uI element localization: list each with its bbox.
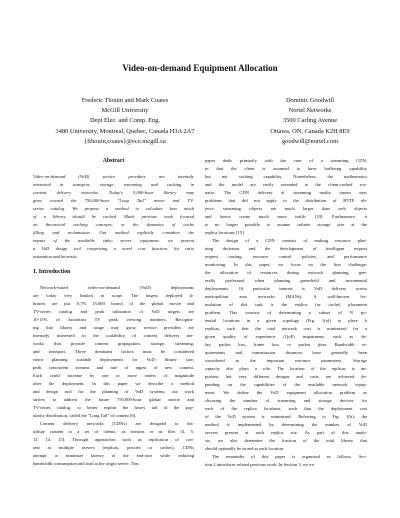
paragraph [33, 284, 194, 420]
text-line: method is implemented by determining the number of VoD [205, 422, 367, 427]
author-city: Ottawa, ON, Canada K2H 8E9 [270, 127, 350, 135]
text-line: replicas, such that the total network cost is minimized for a [205, 326, 367, 331]
text-line: ularity distribution, called the "Long Tail" of content [6]. [33, 413, 137, 418]
text-line: ment. We define the VoD equipment allocation problem as [205, 390, 367, 395]
text-line: 11, 14, 15]. Through approaches such as replication of con- [33, 437, 194, 442]
text-line: erally performed when planning greenfield and incremental [205, 278, 367, 283]
text-line: after the deployment. In this paper we describe a method [33, 381, 194, 386]
introduction-heading: 1. Introduction [33, 269, 71, 275]
text-line: servers present at each replica site. As part of this analy- [205, 430, 367, 435]
author-affiliation: Nortel Networks [288, 107, 332, 115]
text-line: mulation of this task is the replica (or cache) placement [205, 302, 367, 307]
text-line: in that the client is assumed to have buffering capability [205, 166, 367, 171]
text-line: the allocation of resources during network planning, gen- [205, 270, 367, 275]
text-line: attempt to minimize latency at the end-user while reducing [33, 453, 194, 458]
abstract-body [33, 173, 194, 261]
text-line: choosing the number of streaming and storage devices for [205, 398, 367, 403]
text-line: quirements and transmission distances have generally been [205, 350, 367, 355]
abstract-line: a VoD design tool comprising a novel cost function, hit ratio [33, 246, 194, 251]
author-block-mcgill [18, 96, 232, 147]
text-line: but not caching capability. Nonetheless, the mathematics [205, 174, 367, 179]
author-address: 3500 Carling Avenue [282, 117, 338, 125]
text-line: peak concurrent streams and rate of ingest of new content. [33, 365, 194, 370]
abstract-line: filling and reclamation. Our method explicitly considers the [33, 230, 194, 235]
text-line: nario. The CDN delivery of streaming media causes new [205, 190, 367, 195]
introduction-body [33, 284, 194, 468]
text-line: tribute content to a set of clients, as streams or as files [4, 5, [33, 429, 194, 434]
text-line: metropolitan area networks (MANs). A well-known for- [205, 294, 367, 299]
text-line: and transport. Three dominant factors must be considered [33, 349, 194, 354]
abstract-line: content delivery networks. Today's 5,000-hour library may [33, 190, 194, 195]
text-line: tion 2 introduces related previous work. In Section 3, we ex- [205, 462, 316, 467]
text-line: considered as the important resource parameters. Storage [205, 358, 367, 363]
abstract-line: impact of the available video server equipment: we present [33, 238, 194, 243]
abstract-line: estimation and heuristic. [33, 254, 79, 259]
author-names: Dominic Goodwill [285, 97, 335, 104]
author-names: Frederic Thouin and Mark Coates [81, 97, 169, 104]
author-department: Dept Elec. and Comp. Eng. [89, 117, 161, 125]
text-line: Each could increase by one or more orders of magnitude [33, 373, 194, 378]
text-line: TV-series catalog and peak utilization of VoD targets are [33, 309, 194, 314]
right-column-body [205, 157, 367, 469]
text-line: paper deals primarily with the case of a streaming CDN, [205, 158, 367, 163]
text-line: sis, we also determine the fraction of the total library that [205, 438, 367, 443]
abstract-line: on theoretical caching concepts, or the dynamics of cache [33, 222, 194, 227]
author-address: 3480 University, Montreal, Quebec, Canada H3A 2A7 [55, 127, 195, 135]
text-line: given quality of experience (QoE) impairment, such as de- [205, 334, 367, 339]
abstract-line: interested in transport, storage, streaming and caching in [33, 182, 194, 187]
introduction-section [33, 268, 194, 468]
paragraph [33, 420, 194, 468]
author-email: goodwill@nortel.com [281, 137, 339, 145]
text-line: of the VoD system is minimized. Referring to Fig. 1(b), the [205, 414, 367, 419]
abstract [33, 157, 194, 261]
text-line: jects: streaming objects are much larger than web objects [205, 206, 367, 211]
text-line: when planning scalable deployments for VoD: library size, [33, 357, 194, 362]
text-line: problems that did not apply to the distribution of HTTP ob- [205, 198, 367, 203]
text-line: The design of a CDN consists of making resource plan- [212, 238, 367, 243]
left-column [33, 157, 194, 468]
text-line: request routing, resource control policies, and performance [205, 254, 367, 259]
text-line: tent at multiple servers (replicas, proxies or caches), CDNs [33, 445, 194, 450]
text-line: deployments. Of particular interest is VoD delivery across [205, 286, 367, 291]
text-line: and hence create much more traffic [10]. Furthermore, it [205, 214, 367, 219]
author-affiliation: McGill University [101, 107, 149, 115]
text-line: and the model are easily extended to the client-cached sce- [205, 182, 367, 187]
text-line: Network-based video-on-demand (VoD) deployments [40, 285, 194, 290]
abstract-heading: Abstract [102, 158, 125, 164]
text-line: The remainder of this paper is organized as follows. Sec- [212, 454, 367, 459]
paper-title: Video-on-demand Equipment Allocation [122, 63, 278, 73]
text-line: intensely interested in the scalability of content delivery net- [33, 333, 194, 338]
text-line: problem. This consists of determining a subset of N po- [205, 310, 367, 315]
text-line: works that provide content propagation, storage, streaming, [33, 341, 194, 346]
paragraph [205, 453, 367, 469]
author-email: {fthouin,coates}@ece.mcgill.ca [84, 137, 166, 145]
paragraph [205, 157, 367, 237]
right-column [205, 157, 367, 469]
text-line: strives to address the future 750,000-hour global movie and [33, 397, 194, 402]
paragraph [205, 237, 367, 453]
text-line: capacity also plays a role. The location of the replicas is im- [205, 366, 367, 371]
text-line: replica locations [15]. [205, 230, 245, 235]
text-line: Content delivery networks (CDNs) are designed to dis- [40, 421, 194, 426]
text-line: braries are just 0.7% (5,000 hours) of the global movie and [33, 301, 194, 306]
abstract-line: Video-on-demand (VoD) service providers are intensely [33, 174, 194, 179]
text-line: and design tool for the planning of VoD systems; our work [33, 389, 194, 394]
abstract-line: of a library should be cached. Much previous work focused [33, 214, 194, 219]
text-line: should optimally be stored at each location. [205, 446, 285, 451]
text-line: pending on the capabilities of the available network equip- [205, 382, 367, 387]
text-line: TV-series catalog, to better exploit the heavy tail of the pop- [33, 405, 194, 410]
text-line: bandwidth consumption and load at the origin server. This [33, 461, 139, 466]
text-line: monitoring. In this paper, we focus on the first challenge: [205, 262, 367, 267]
text-line: is no longer possible to assume infinite storage size at the [205, 222, 367, 227]
author-block-nortel [235, 96, 385, 147]
abstract-line: series catalog. We propose a method to calculate how much [33, 206, 194, 211]
text-line: are today very limited in scope. The largest deployed li- [33, 293, 194, 298]
text-line: each of the replica locations, such that the deployment cost [205, 406, 367, 411]
text-line: lay, packet loss, frame loss, or packet jitter. Bandwidth re- [205, 342, 367, 347]
text-line: tential locations in a given topology (Fig. 1(a)) to place k [205, 318, 367, 323]
text-line: ing that library and usage may grow, service providers are [33, 325, 194, 330]
text-line: 10-15% of broadcast TV peak viewing numbers. Recogniz- [33, 317, 194, 322]
text-line: portant, but very different designs and costs are achieved de- [205, 374, 367, 379]
text-line: ning decisions and the development of intelligent request [205, 246, 367, 251]
abstract-line: grow toward the 750,000-hour "Long Tail" movie and TV- [33, 198, 194, 203]
